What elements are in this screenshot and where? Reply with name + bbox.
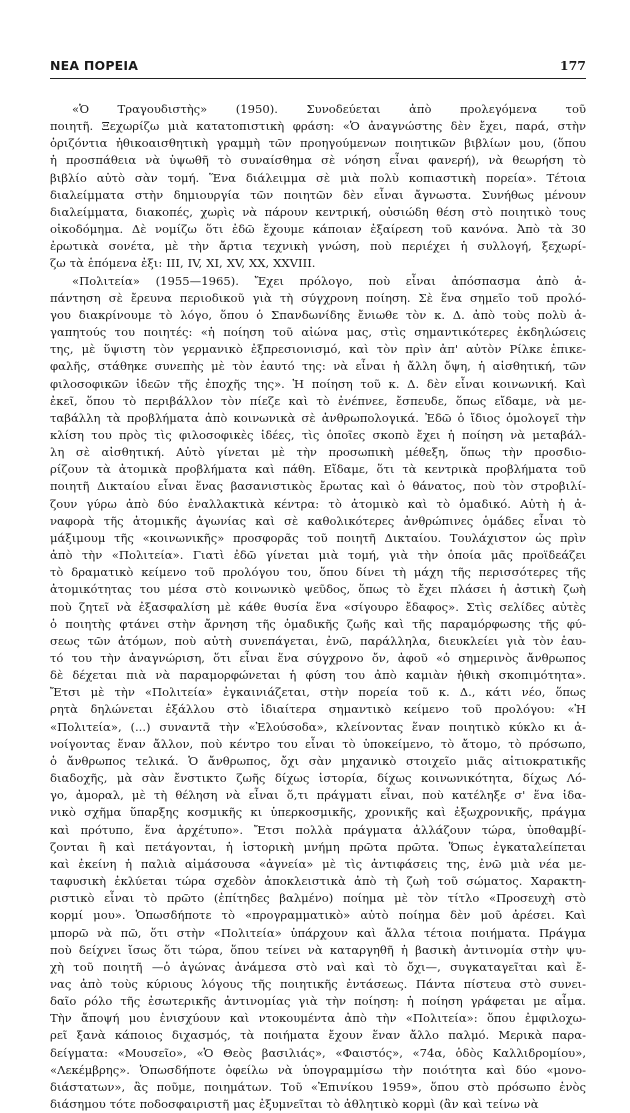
text-line: δείγματα: «Μουσεῖο», «Ὁ Θεὸς βασιλιάς», «Φαιστός», «74α, ὁδὸς Καλλιδρομίου», bbox=[50, 1045, 586, 1060]
text-line: ρίζουν τὰ ἀτομικὰ προβλήματα καὶ πάθη. Εἴδαμε, ὅτι τὰ κεντρικὰ προβλήματα τοῦ bbox=[50, 462, 586, 477]
text-line: οἰκοδόμημα. Δὲ νομίζω ὅτι ἐδῶ ἔχουμε κάποιαν ἐξαίρεση τοῦ κανόνα. Ἀπὸ τὰ 30 bbox=[50, 222, 586, 237]
text-line: ταφυσικὴ ἐκλύεται τώρα σχεδὸν ἀποκλειστικὰ ἀπὸ τὴ ζωὴ τοῦ σώματος. Χαρακτη- bbox=[50, 874, 586, 889]
text-line: φιλοσοφικῶν ἰδεῶν τῆς ἐποχῆς της». Ἡ ποίηση τοῦ κ. Δ. δὲν εἶναι κοινωνική. Καὶ bbox=[50, 376, 586, 391]
text-line: φαλῆς, στάθηκε συνεπὴς μὲ τὸν ἑαυτό της: νὰ εἶναι ἡ ἄλλη ὄψη, ἡ αἰσθητική, τῶν bbox=[50, 359, 586, 374]
text-line: ποιητῆ. Ξεχωρίζω μιὰ κατατοπιστικὴ φράση: «Ὁ ἀναγνώστης δὲν ἔχει, παρά, στὴν bbox=[50, 119, 586, 134]
text-line: διάστατων», ἂς ποῦμε, ποιημάτων. Τοῦ «Ἐπινίκου 1959», ὅπου στὸ πρόσωπο ἑνὸς bbox=[50, 1079, 586, 1094]
text-line: της, μὲ ὕψιστη τὸν γερμανικὸ ἐξπρεσιονισμό, καὶ τὸν πρὶν ἀπ' αὐτὸν Ρίλκε ἐπικε- bbox=[50, 342, 586, 357]
text-line: γου διακρίνουμε τὸ λόγο, ὅπου ὁ Σπανδωνίδης ἔνιωθε τὸν κ. Δ. ἀπὸ τοὺς πολὺ ἀ- bbox=[50, 307, 586, 322]
text-line: ζονται ἢ καὶ πετάγονται, ἡ ἱστορικὴ μνήμη πρῶτα πρῶτα. Ὅπως ἐγκαταλείπεται bbox=[50, 839, 586, 854]
text-line: ποιητῆ Δικταίου εἶναι ἕνας βασανιστικὸς ἔρωτας καὶ ὁ θάνατος, ποὺ τὸν στροβιλί- bbox=[50, 479, 586, 494]
text-line: ζω τὰ ἑπόμενα ἐξι: III, IV, XI, XV, XX, XXVIII. bbox=[50, 256, 316, 271]
text-line: καὶ ἐκείνη ἡ παλιὰ αἱμάσουσα «ἀγνεία» μὲ τὶς ἀντιφάσεις της, ἐνῶ μιὰ νέα με- bbox=[50, 856, 586, 871]
text-line: ὁριζόντια ἠθικοαισθητικὴ γραμμὴ τῶν προηγούμενων ποιητικῶν βιβλίων μου, (ὅπου bbox=[50, 136, 586, 151]
running-head bbox=[50, 58, 586, 79]
journal-title: ΝΕΑ ΠΟΡΕΙΑ bbox=[50, 58, 139, 73]
text-line: ἐρωτικὰ σονέτα, μὲ τὴν ἄρτια τεχνικὴ γνώση, ποὺ περιέχει ἡ συλλογή, ξεχωρί- bbox=[50, 239, 586, 254]
text-line: ἡ προσπάθεια νὰ ὑψωθῆ τὸ συναίσθημα σὲ νόηση εἶναι φανερή), νὰ θεωρήση τὸ bbox=[50, 153, 586, 168]
text-line: ταβάλλη τὰ προβλήματα ἀπὸ κοινωνικὰ σὲ ἀνθρωπολογικά. Ἐδῶ ὁ ἴδιος ὁμολογεῖ τὴν bbox=[50, 410, 586, 425]
text-line: γαπητούς του ποιητές: «ἡ ποίηση τοῦ αἰώνα μας, στὶς σημαντικότερες ἐκδηλώσεις bbox=[50, 325, 586, 340]
text-line: νοίγοντας ἕναν ἄλλον, ποὺ κέντρο του εἶναι τὸ ὑποκείμενο, τὸ ἄτομο, τὸ πρόσωπο, bbox=[50, 736, 586, 751]
text-line: διάσημου τότε ποδοσφαιριστῆ μας ἐξυμνεῖται τὸ ἀθλητικὸ κορμὶ (ἂν καὶ τείνω νὰ bbox=[50, 1097, 539, 1112]
text-line: βιβλίο αὐτὸ σὰν τομή. Ἕνα διάλειμμα σὲ μιὰ πολὺ κοπιαστικὴ πορεία». Τέτοια bbox=[50, 170, 586, 185]
text-line: ἀπὸ τὴν «Πολιτεία». Γιατὶ ἐδῶ γίνεται μιὰ τομή, γιὰ τὴν ὁποία μᾶς προϊδεάζει bbox=[50, 548, 586, 563]
text-line: διαλείμματα στὴν δημιουργία τῶν ποιητῶν δὲν εἶναι ἄγνωστα. Συνήθως μένουν bbox=[50, 187, 586, 202]
text-line: ποὺ δείχνει ἴσως ὅτι τώρα, ὅπου τείνει νὰ καταργηθῆ ἡ βασικὴ ἀντινομία στὴν ψυ- bbox=[50, 942, 586, 957]
text-line: ριστικὸ εἶναι τὸ πρῶτο (ἐπίτηδες βαλμένο) ποίημα μὲ τὸν τίτλο «Προσευχὴ στὸ bbox=[50, 891, 586, 906]
page-number: 177 bbox=[559, 58, 586, 73]
paragraph bbox=[50, 101, 586, 273]
text-line: ἀτομικότητας του μέσα στὸ κοινωνικὸ ψεῦδος, ὅπως τὸ ἔχει πλάσει ἡ ἀστικὴ ζωὴ bbox=[50, 582, 586, 597]
text-line: μπορῶ νὰ πῶ, ὅτι στὴν «Πολιτεία» ὑπάρχουν καὶ ἄλλα τέτοια ποιήματα. Πράγμα bbox=[50, 925, 586, 940]
text-line: νικὸ σχῆμα ὕπαρξης κοσμικῆς κι ὑπερκοσμικῆς, χρονικῆς καὶ ἐξωχρονικῆς, πράγμα bbox=[50, 805, 586, 820]
text-line: ρητὰ δηλώνεται ἐξάλλου στὸ ἰδιαίτερα σημαντικὸ κείμενο τοῦ προλόγου: «Ἡ bbox=[50, 702, 586, 717]
text-line: ὁ ποιητὴς φτάνει στὴν ἄρνηση τῆς ὁμαδικῆς ζωῆς καὶ τῆς παραμόρφωσης τῆς φύ- bbox=[50, 616, 586, 631]
text-line: δαῖο ρόλο τῆς ἐσωτερικῆς ἀντινομίας γιὰ τὴν ποίηση: ἡ ποίηση γράφεται με αἷμα. bbox=[50, 994, 586, 1009]
text-line: κορμί μου». Ὁπωσδήποτε τὸ «προγραμματικὸ» αὐτὸ ποίημα δὲν μοῦ ἀρέσει. Καὶ bbox=[50, 908, 586, 923]
body-text bbox=[50, 101, 586, 1113]
paragraph bbox=[50, 273, 586, 1113]
text-line: κλίση του πρὸς τὶς φιλοσοφικὲς ἰδέες, τὶς ὁποῖες σκοπὸ ἔχει ἡ ποίηση νὰ μεταβάλ- bbox=[50, 427, 586, 442]
text-line: «Λεκέμβρης». Ὁπωσδήποτε ὀφείλω νὰ ὑπογραμμίσω τὴν ποιότητα καὶ δύο «μονο- bbox=[50, 1062, 586, 1077]
text-line: ἐκεῖ, ὅπου τὸ περιβάλλον τὸν πίεζε καὶ τὸ ἐνέπνεε, ἔσπευδε, ὅπως εἴδαμε, νὰ με- bbox=[50, 393, 586, 408]
text-line: Τὴν ἄποψή μου ἐνισχύουν καὶ ντοκουμέντα ἀπὸ τὴν «Πολιτεία»: ὅπου ἐμφιλοχω- bbox=[50, 1011, 586, 1026]
text-line: ναφορὰ τῆς ἀτομικῆς ἀγωνίας καὶ σὲ καθολικότερες ἀνθρώπινες ὁμάδες εἶναι τὸ bbox=[50, 513, 586, 528]
text-line: «Πολιτεία», (...) συναντᾶ τὴν «Ἐλούσοδα», κλείνοντας ἕναν ποιητικὸ κύκλο κι ἀ- bbox=[50, 719, 586, 734]
text-line: τό του τὴν ἀναγνώριση, ὅτι εἶναι ἕνα σύγχρονο ὄν, ἀφοῦ «ὁ σημερινὸς ἄνθρωπος bbox=[50, 651, 586, 665]
text-line: διαλείμματα, διακοπές, χωρὶς νὰ πάρουν κεντρική, οὐσιώδη θέση στὸ ποιητικὸ τους bbox=[50, 204, 586, 219]
text-line: ζουν γύρω ἀπὸ δύο ἐναλλακτικὰ κέντρα: τὸ ἀτομικὸ καὶ τὸ ὁμαδικό. Αὐτὴ ἡ ἀ- bbox=[50, 496, 586, 511]
text-line: τὸ δραματικὸ κείμενο τοῦ προλόγου του, ὅπου δίνει τὴ μάχη τῆς περισσότερες τῆς bbox=[50, 565, 586, 580]
text-line: Ἔτσι μὲ τὴν «Πολιτεία» ἐγκαινιάζεται, στὴν πορεία τοῦ κ. Δ., κάτι νέο, ὅπως bbox=[50, 685, 586, 700]
text-line: «Ὁ Τραγουδιστὴς» (1950). Συνοδεύεται ἀπὸ προλεγόμενα τοῦ bbox=[72, 102, 586, 116]
text-line: δὲ δέχεται πιὰ νὰ παραμορφώνεται ἡ φύση του ἀπὸ καμιὰν ἠθικὴ σκοπιμότητα». bbox=[50, 668, 586, 683]
text-line: μάξιμουμ τῆς «κοινωνικῆς» προσφορᾶς τοῦ ποιητῆ Δικταίου. Τουλάχιστον ὡς πρὶν bbox=[50, 530, 586, 545]
text-line: λη σὲ αἰσθητική. Αὐτὸ γίνεται μὲ τὴν προσωπικὴ μέθεξη, ὅπως τὴν προσδιο- bbox=[50, 445, 586, 460]
text-line: καὶ πρότυπο, ἕνα ἀρχέτυπο». Ἔτσι πολλὰ πράγματα ἀλλάζουν τώρα, ὑποθαμβί- bbox=[50, 822, 586, 837]
text-line: πάντηση σὲ ἔρευνα περιοδικοῦ γιὰ τὴ σύγχρονη ποίηση. Σὲ ἕνα σημεῖο τοῦ προλό- bbox=[50, 290, 586, 305]
text-line: σεως τῶν ἀτόμων, ποὺ αὐτὴ συνεπάγεται, ἐνῶ, παράλληλα, διευκλείει γιὰ τὸν ἑαυ- bbox=[50, 633, 586, 648]
text-line: «Πολιτεία» (1955—1965). Ἔχει πρόλογο, ποὺ εἶναι ἀπόσπασμα ἀπὸ ἀ- bbox=[72, 273, 586, 288]
text-line: χὴ τοῦ ποιητῆ —ὁ ἀγώνας ἀνάμεσα στὸ ναὶ καὶ τὸ ὄχι—, συγκαταγεῖται καὶ ἔ- bbox=[50, 959, 586, 974]
text-line: διαδοχῆς, μὰ σὰν ἔνστικτο ζωῆς δίχως ἱστορία, δίχως κοινωνικότητα, δίχως Λό- bbox=[50, 771, 586, 786]
text-line: ποὺ ζητεῖ νὰ ἐξασφαλίση μὲ κάθε θυσία ἕνα «σίγουρο ἔδαφος». Στὶς σελίδες αὐτὲς bbox=[50, 599, 586, 614]
text-line: ρεῖ ξανὰ κάποιος διχασμός, τὰ ποιήματα ἔχουν ἕναν ἄλλο παλμό. Μερικὰ παρα- bbox=[50, 1028, 586, 1043]
text-line: νας ἀπὸ τοὺς κύριους λόγους τῆς ποιητικῆς ἐντάσεως. Πάντα πίστευα στὸ συνει- bbox=[50, 976, 586, 991]
text-line: γο, ἀμοραλ, μὲ τὴ θέληση νὰ εἶναι ὅ,τι πράγματι εἶναι, ποὺ κατέληξε σ' ἕνα ἰδα- bbox=[50, 788, 586, 803]
text-line: ὁ ἄνθρωπος τελικά. Ὁ ἄνθρωπος, ὄχι σὰν μηχανικὸ στοιχεῖο μιᾶς αἰτιοκρατικῆς bbox=[50, 753, 586, 768]
